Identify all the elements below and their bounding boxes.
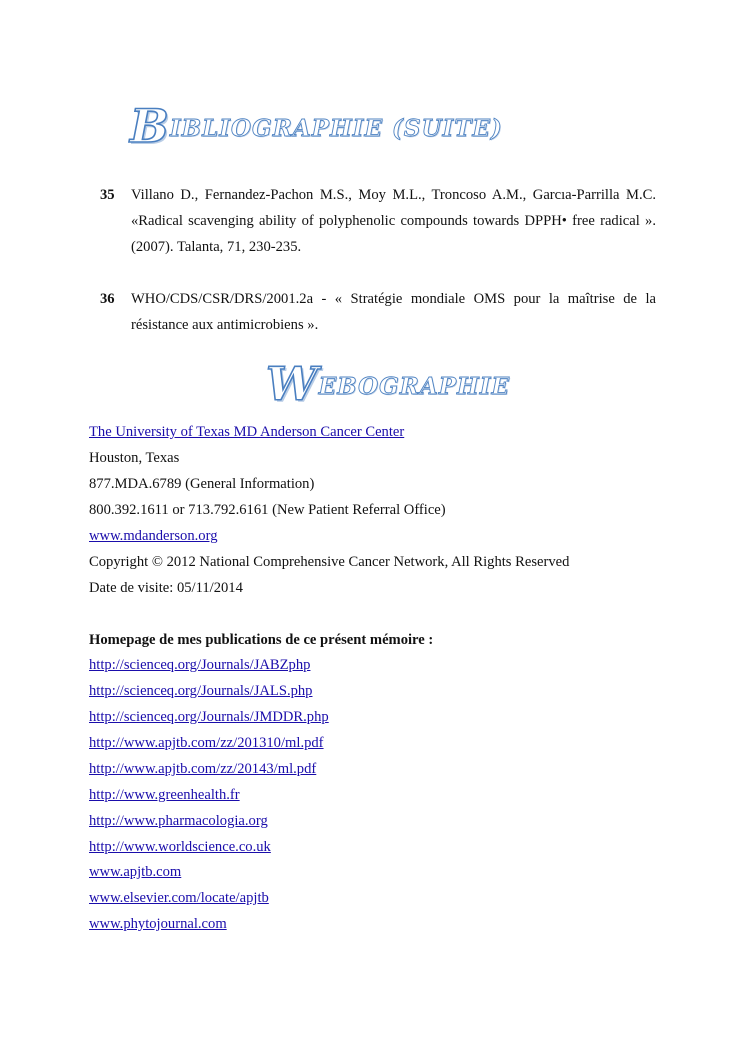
reference-36: [100, 286, 656, 338]
publications-title: Homepage de mes publications de ce présent mémoire :: [89, 632, 434, 648]
md-anderson-link[interactable]: The University of Texas MD Anderson Cancer Center: [89, 424, 405, 440]
publication-link[interactable]: http://www.greenhealth.fr: [89, 787, 240, 803]
webography-heading-rest: EBOGRAPHIE: [318, 373, 511, 400]
publication-link[interactable]: http://www.apjtb.com/zz/20143/ml.pdf: [89, 761, 317, 777]
copyright-text: Copyright © 2012 National Comprehensive Cancer Network, All Rights Reserved: [89, 554, 570, 570]
reference-35: [100, 182, 656, 260]
reference-number: 36: [100, 291, 115, 307]
phone-referral: 800.392.1611 or 713.792.6161 (New Patient Referral Office): [89, 502, 446, 518]
publication-link[interactable]: http://scienceq.org/Journals/JABZphp: [89, 657, 311, 673]
city-text: Houston, Texas: [89, 450, 180, 466]
publication-link[interactable]: www.phytojournal.com: [89, 916, 227, 932]
reference-text: WHO/CDS/CSR/DRS/2001.2a - « Stratégie mondiale OMS pour la maîtrise de la résistance aux antimicrobiens ».: [131, 291, 656, 333]
publication-link[interactable]: www.elsevier.com/locate/apjtb: [89, 890, 269, 906]
publication-link[interactable]: http://www.pharmacologia.org: [89, 813, 268, 829]
publication-link[interactable]: http://scienceq.org/Journals/JALS.php: [89, 683, 313, 699]
publication-link[interactable]: www.apjtb.com: [89, 864, 182, 880]
bibliography-heading: [130, 99, 503, 153]
mdanderson-website-link[interactable]: www.mdanderson.org: [89, 528, 218, 544]
publication-link[interactable]: http://www.worldscience.co.uk: [89, 839, 271, 855]
bibliography-heading-initial: B: [130, 99, 170, 153]
reference-text: Villano D., Fernandez-Pachon M.S., Moy M.L., Troncoso A.M., Garcıa-Parrilla M.C. «Radical scavenging ability of polyphenolic compounds towards DPPH• free radical ». (2007). Talanta, 71, 230-235.: [131, 187, 656, 255]
webography-heading-initial: W: [266, 357, 319, 411]
bibliography-heading-rest: IBLIOGRAPHIE (SUITE): [169, 115, 503, 142]
webography-heading: [266, 357, 511, 411]
visit-date: Date de visite: 05/11/2014: [89, 580, 243, 596]
phone-general: 877.MDA.6789 (General Information): [89, 476, 315, 492]
publication-link[interactable]: http://scienceq.org/Journals/JMDDR.php: [89, 709, 329, 725]
reference-number: 35: [100, 187, 115, 203]
publication-link[interactable]: http://www.apjtb.com/zz/201310/ml.pdf: [89, 735, 324, 751]
